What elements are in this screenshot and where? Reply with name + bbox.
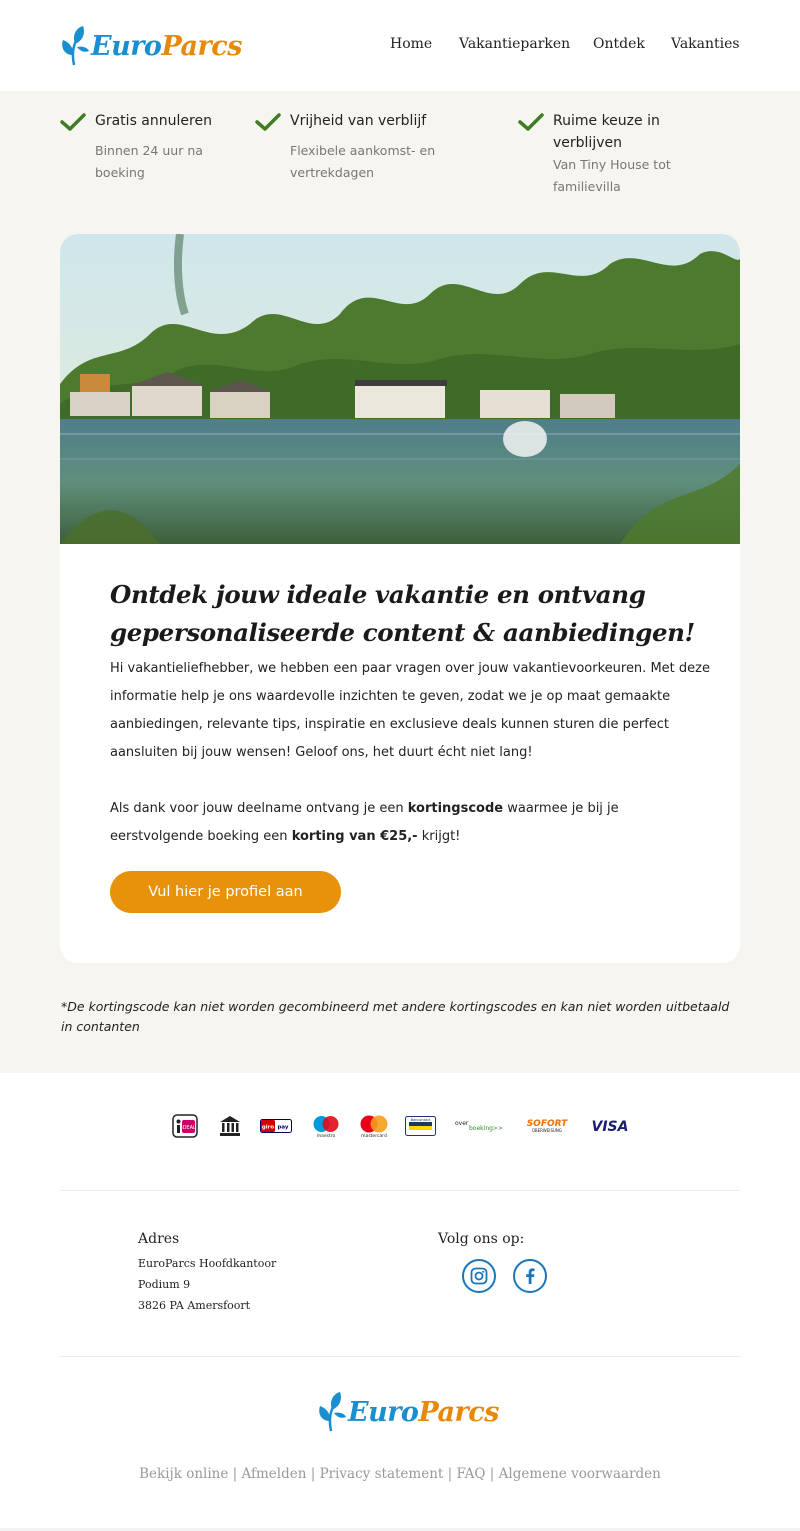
bank-icon bbox=[219, 1113, 241, 1139]
check-icon bbox=[60, 112, 86, 132]
nav-home[interactable]: Home bbox=[390, 36, 433, 52]
headline: Ontdek jouw ideale vakantie en ontvang gepersonaliseerde content & aanbiedingen! bbox=[110, 580, 695, 647]
logo-text: EuroParcs bbox=[91, 30, 242, 62]
address-line: EuroParcs Hoofdkantoor bbox=[138, 1257, 277, 1270]
mastercard-icon bbox=[358, 1113, 390, 1139]
facebook-icon[interactable] bbox=[513, 1259, 547, 1293]
usp-subtitle: Van Tiny House tot familievilla bbox=[553, 157, 671, 194]
usp-title: Vrijheid van verblijf bbox=[290, 113, 427, 129]
offer-highlight: kortingscode bbox=[407, 801, 504, 816]
svg-text:ÜBERWEISUNG: ÜBERWEISUNG bbox=[531, 1128, 563, 1133]
svg-text:boeking>>: boeking>> bbox=[469, 1125, 503, 1132]
address-heading: Adres bbox=[138, 1231, 180, 1247]
nav-vakanties[interactable]: Vakanties bbox=[671, 36, 740, 52]
content-card bbox=[60, 234, 740, 963]
europarcs-footer-logo[interactable] bbox=[317, 1391, 499, 1433]
svg-text:mastercard: mastercard bbox=[361, 1134, 387, 1138]
sofort-icon bbox=[524, 1113, 570, 1139]
svg-text:pay: pay bbox=[277, 1124, 289, 1131]
visa-icon bbox=[590, 1113, 630, 1139]
svg-text:over: over bbox=[455, 1120, 469, 1127]
link-privacy-statement[interactable]: Privacy statement bbox=[319, 1466, 444, 1482]
link-bekijk-online[interactable]: Bekijk online bbox=[139, 1466, 229, 1482]
address-line: Podium 9 bbox=[138, 1278, 191, 1291]
header bbox=[0, 0, 800, 91]
svg-text:SOFORT: SOFORT bbox=[526, 1119, 568, 1129]
bancontact-icon bbox=[405, 1113, 436, 1139]
nav-vakantieparken[interactable]: Vakantieparken bbox=[459, 36, 571, 52]
svg-text:iDEAL: iDEAL bbox=[181, 1125, 196, 1131]
divider bbox=[60, 1190, 740, 1191]
svg-text:maestro: maestro bbox=[316, 1134, 336, 1138]
check-icon bbox=[518, 112, 544, 132]
usp-title: Gratis annuleren bbox=[95, 113, 212, 129]
address-line: 3826 PA Amersfoort bbox=[138, 1299, 251, 1312]
usp-subtitle: Flexibele aankomst- en vertrekdagen bbox=[290, 143, 436, 180]
link-algemene-voorwaarden[interactable]: Algemene voorwaarden bbox=[498, 1466, 661, 1482]
usp-title: Ruime keuze in verblijven bbox=[553, 113, 660, 151]
ideal-icon bbox=[172, 1113, 198, 1139]
europarcs-logo[interactable] bbox=[60, 25, 242, 67]
tulip-logo-icon bbox=[317, 1391, 347, 1433]
hero-image bbox=[60, 234, 740, 544]
maestro-icon bbox=[311, 1113, 341, 1139]
social-heading: Volg ons op: bbox=[438, 1231, 525, 1247]
svg-text:Bancontact: Bancontact bbox=[410, 1118, 431, 1122]
overboeking-icon bbox=[455, 1113, 505, 1139]
check-icon bbox=[255, 112, 281, 132]
tulip-logo-icon bbox=[60, 25, 90, 67]
giropay-icon bbox=[260, 1113, 292, 1139]
logo-text: EuroParcs bbox=[348, 1396, 499, 1428]
link-faq[interactable]: FAQ bbox=[456, 1466, 486, 1482]
link-afmelden[interactable]: Afmelden bbox=[241, 1466, 307, 1482]
disclaimer: *De kortingscode kan niet worden gecombineerd met andere kortingscodes en kan niet worden uitbetaald in contanten bbox=[61, 999, 730, 1034]
instagram-icon[interactable] bbox=[462, 1259, 496, 1293]
svg-text:giro: giro bbox=[261, 1124, 275, 1131]
offer-highlight: korting van €25,- bbox=[291, 829, 418, 844]
footer bbox=[0, 1073, 800, 1531]
fill-profile-button[interactable]: Vul hier je profiel aan bbox=[110, 871, 341, 913]
nav-ontdek[interactable]: Ontdek bbox=[593, 36, 645, 52]
offer-text: Als dank voor jouw deelname ontvang je een kortingscode waarmee je bij je eerstvolgende boeking een korting van €25,- krijgt! bbox=[110, 801, 619, 844]
intro-text: Hi vakantieliefhebber, we hebben een paar vragen over jouw vakantievoorkeuren. Met deze informatie help je ons waardevolle inzichten te geven, zodat we je op maat gemaakte aanbiedingen, relevante tips, inspiratie en exclusieve deals kunnen sturen die perfect aansluiten bij jouw wensen! Geloof ons, het duurt écht niet lang! bbox=[110, 661, 710, 760]
divider bbox=[60, 1356, 740, 1357]
svg-text:VISA: VISA bbox=[591, 1119, 629, 1134]
footer-links: Bekijk online | Afmelden | Privacy statement | FAQ | Algemene voorwaarden bbox=[139, 1466, 661, 1482]
usp-subtitle: Binnen 24 uur na boeking bbox=[95, 143, 203, 180]
